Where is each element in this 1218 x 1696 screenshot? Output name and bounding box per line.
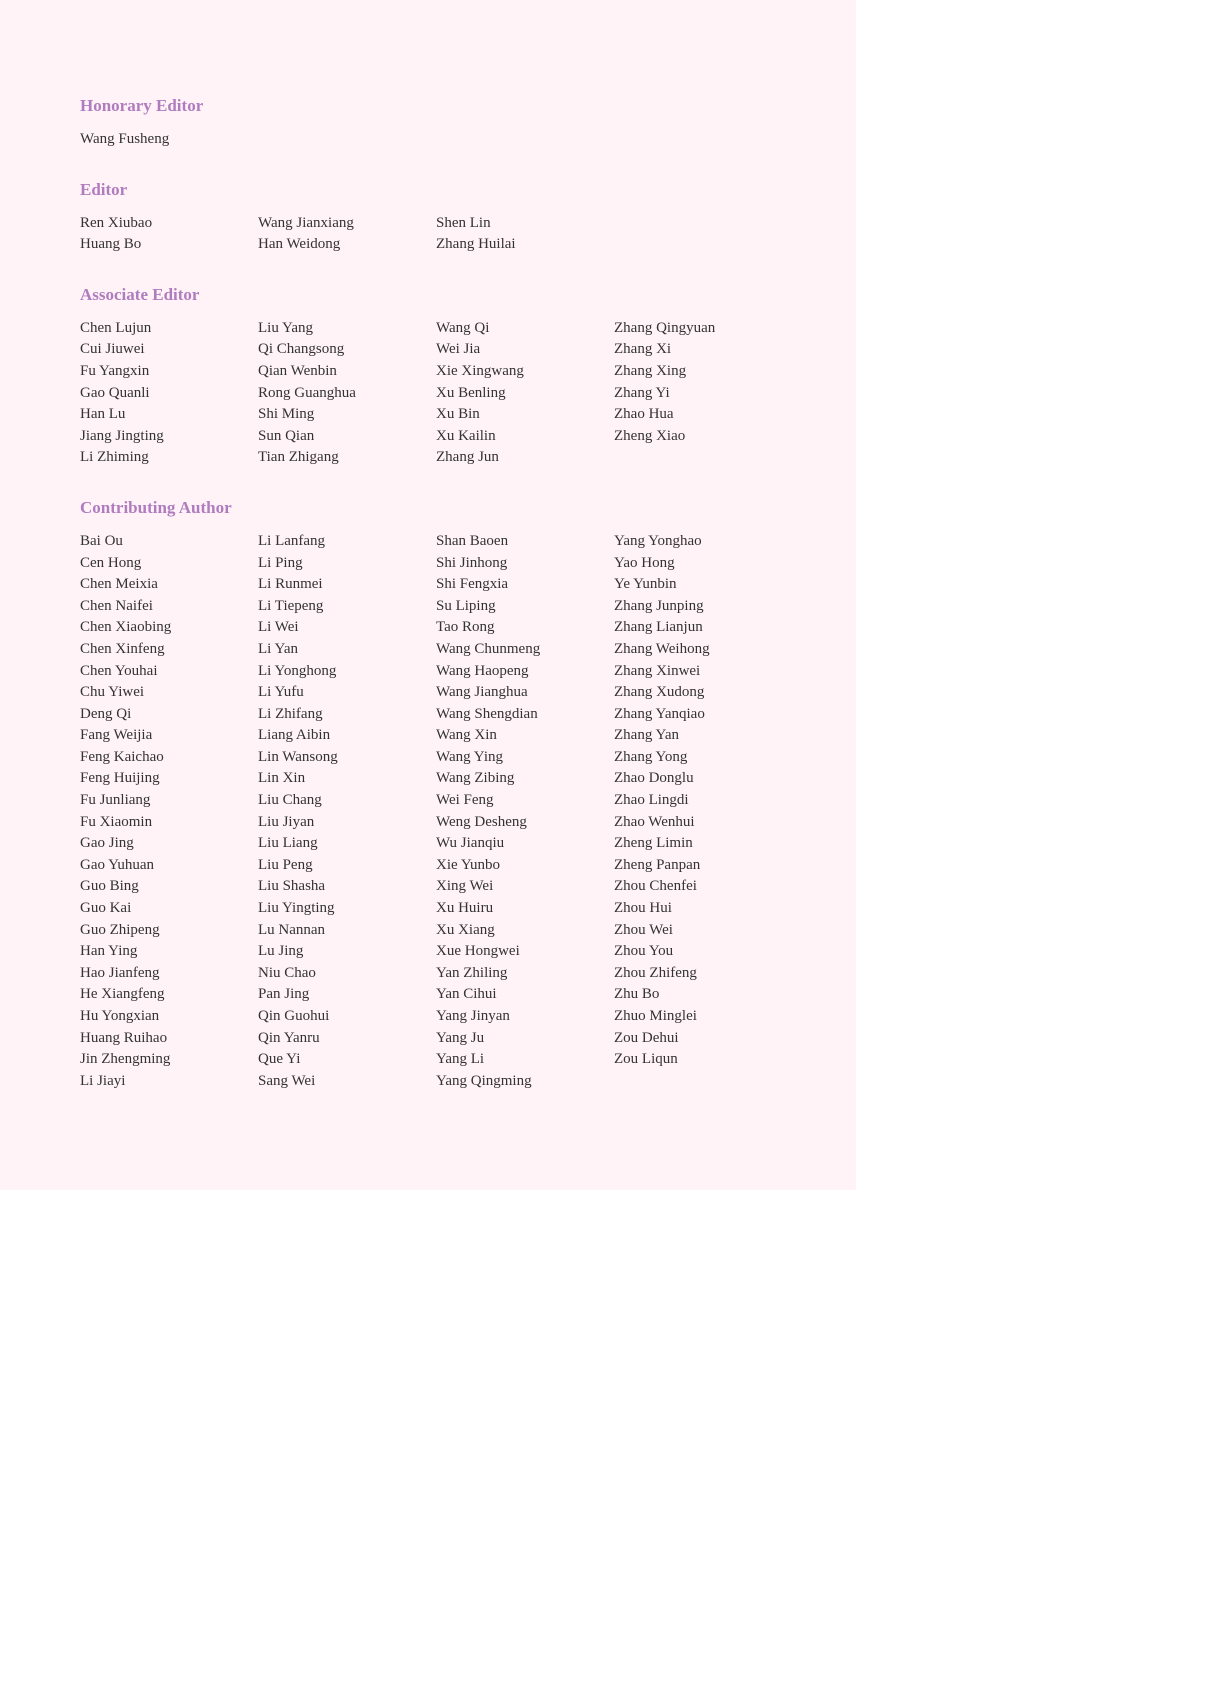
person-name: Zhuo Minglei xyxy=(614,1008,697,1024)
person-name: Qi Changsong xyxy=(258,341,345,358)
person-name: Zhou Hui xyxy=(614,900,672,917)
person-name: Wang Chunmeng xyxy=(436,640,541,657)
person-name: Zou Liqun xyxy=(614,1051,678,1068)
person-name: Xu Kailin xyxy=(436,427,496,444)
person-name: Jin Zhengming xyxy=(80,1051,171,1068)
person-name: Liu Chang xyxy=(258,792,322,809)
name-list xyxy=(80,129,780,151)
person-name: Yan Zhiling xyxy=(436,964,508,981)
person-name: Sang Wei xyxy=(258,1072,316,1089)
person-name: Zhang Yong xyxy=(614,748,688,765)
person-name: Zhang Xinwei xyxy=(614,662,701,679)
person-name: Yang Li xyxy=(436,1051,485,1068)
person-name: Ye Yunbin xyxy=(614,576,677,593)
person-name: Zhao Hua xyxy=(614,406,674,423)
person-name: Liu Yingting xyxy=(258,900,335,917)
person-name: Wang Fusheng xyxy=(80,131,170,147)
person-name: Xu Huiru xyxy=(436,900,494,917)
person-name: Xu Bin xyxy=(436,406,480,423)
person-name: Liu Yang xyxy=(258,319,314,336)
person-name: Guo Bing xyxy=(80,878,139,895)
person-name: Qian Wenbin xyxy=(258,362,337,379)
section-associate-editor xyxy=(80,284,780,469)
name-list xyxy=(80,531,780,1092)
person-name: Guo Kai xyxy=(80,900,132,917)
person-name: Shi Ming xyxy=(258,406,315,423)
person-name: Chen Xinfeng xyxy=(80,640,165,657)
person-name: Zhou Chenfei xyxy=(614,878,697,895)
person-name: Feng Huijing xyxy=(80,770,160,787)
person-name: Zhang Yi xyxy=(614,384,670,401)
person-name: Zhang Yan xyxy=(614,727,680,744)
person-name: Zhu Bo xyxy=(614,986,660,1003)
person-name: Weng Desheng xyxy=(436,813,527,830)
person-name: Tian Zhigang xyxy=(258,449,339,466)
person-name: Fu Xiaomin xyxy=(80,813,153,830)
person-name: Shi Jinhong xyxy=(436,554,508,571)
person-name: Zhou You xyxy=(614,943,674,960)
person-name: Li Jiayi xyxy=(80,1072,126,1089)
person-name: Li Ping xyxy=(258,554,303,571)
person-name: Zhang Lianjun xyxy=(614,619,703,636)
person-name: Yang Yonghao xyxy=(614,532,702,549)
person-name: Lu Nannan xyxy=(258,921,326,938)
section-honorary-editor xyxy=(80,95,780,151)
person-name: Liu Peng xyxy=(258,856,313,873)
person-name: Lin Wansong xyxy=(258,748,338,765)
person-name: Fu Yangxin xyxy=(80,362,150,379)
section-contributing-author xyxy=(80,497,780,1092)
person-name: Zhang Junping xyxy=(614,597,704,614)
person-name: Sun Qian xyxy=(258,427,315,444)
person-name: Chen Youhai xyxy=(80,662,158,679)
person-name: Lin Xin xyxy=(258,770,306,787)
person-name: Zhang Weihong xyxy=(614,640,710,657)
person-name: Xu Xiang xyxy=(436,921,495,938)
person-name: Zhang Xudong xyxy=(614,684,705,701)
person-name: Yan Cihui xyxy=(436,986,497,1003)
person-name: Lu Jing xyxy=(258,943,304,960)
person-name: Chu Yiwei xyxy=(80,684,145,701)
person-name: Li Yan xyxy=(258,640,299,657)
person-name: Chen Meixia xyxy=(80,576,158,593)
person-name: Zhao Wenhui xyxy=(614,813,695,830)
person-name: Rong Guanghua xyxy=(258,384,356,401)
person-name: Wang Ying xyxy=(436,748,503,765)
person-name: Liu Shasha xyxy=(258,878,326,895)
person-name: Zheng Xiao xyxy=(614,427,686,444)
person-name: Wu Jianqiu xyxy=(436,835,505,852)
person-name: Liu Liang xyxy=(258,835,318,852)
person-name: Xing Wei xyxy=(436,878,494,895)
person-name: Zhao Lingdi xyxy=(614,792,689,809)
person-name: Zhang Xi xyxy=(614,341,672,358)
person-name: Feng Kaichao xyxy=(80,748,164,765)
person-name: Liang Aibin xyxy=(258,727,331,744)
person-name: Que Yi xyxy=(258,1051,301,1068)
person-name: Wang Jianghua xyxy=(436,684,528,701)
name-list xyxy=(80,213,780,256)
person-name: Li Lanfang xyxy=(258,532,326,549)
person-name: Zhou Zhifeng xyxy=(614,964,697,981)
section-heading: Associate Editor xyxy=(80,284,200,304)
section-heading: Contributing Author xyxy=(80,497,232,517)
person-name: Fu Junliang xyxy=(80,792,151,809)
person-name: Huang Ruihao xyxy=(80,1029,168,1046)
contributors-list xyxy=(80,95,780,1120)
person-name: Han Lu xyxy=(80,406,126,423)
person-name: Huang Bo xyxy=(80,236,142,253)
person-name: Zheng Limin xyxy=(614,835,693,852)
person-name: Liu Jiyan xyxy=(258,813,315,830)
person-name: Li Zhiming xyxy=(80,449,149,466)
person-name: Shen Lin xyxy=(436,214,491,231)
person-name: Zheng Panpan xyxy=(614,856,701,873)
person-name: Xie Xingwang xyxy=(436,362,524,379)
person-name: Guo Zhipeng xyxy=(80,921,160,938)
person-name: Zhang Jun xyxy=(436,449,499,466)
person-name: Wang Haopeng xyxy=(436,662,529,679)
person-name: Cui Jiuwei xyxy=(80,341,145,358)
person-name: Gao Yuhuan xyxy=(80,856,155,873)
person-name: Yao Hong xyxy=(614,554,675,571)
person-name: Qin Yanru xyxy=(258,1029,320,1046)
person-name: Chen Lujun xyxy=(80,319,152,336)
person-name: Jiang Jingting xyxy=(80,427,164,444)
section-heading: Honorary Editor xyxy=(80,96,204,115)
person-name: He Xiangfeng xyxy=(80,986,165,1003)
person-name: Yang Qingming xyxy=(436,1072,532,1089)
person-name: Wang Zibing xyxy=(436,770,515,787)
person-name: Yang Jinyan xyxy=(436,1008,510,1024)
person-name: Ren Xiubao xyxy=(80,214,153,231)
person-name: Su Liping xyxy=(436,597,496,614)
person-name: Wang Xin xyxy=(436,727,497,744)
person-name: Zou Dehui xyxy=(614,1029,679,1046)
person-name: Hao Jianfeng xyxy=(80,964,160,981)
person-name: Han Ying xyxy=(80,943,138,960)
person-name: Xie Yunbo xyxy=(436,856,501,873)
person-name: Qin Guohui xyxy=(258,1008,330,1024)
document-page xyxy=(0,0,856,1190)
person-name: Yang Ju xyxy=(436,1029,485,1046)
person-name: Li Wei xyxy=(258,619,299,636)
person-name: Wang Shengdian xyxy=(436,705,538,722)
person-name: Li Runmei xyxy=(258,576,323,593)
person-name: Zhang Qingyuan xyxy=(614,319,716,336)
person-name: Hu Yongxian xyxy=(80,1008,160,1024)
person-name: Li Tiepeng xyxy=(258,597,324,614)
person-name: Li Yufu xyxy=(258,684,304,701)
person-name: Shan Baoen xyxy=(436,532,509,549)
person-name: Li Zhifang xyxy=(258,705,323,722)
person-name: Xue Hongwei xyxy=(436,943,520,960)
person-name: Deng Qi xyxy=(80,705,132,722)
person-name: Zhang Xing xyxy=(614,362,687,379)
section-editor xyxy=(80,179,780,256)
person-name: Niu Chao xyxy=(258,964,316,981)
person-name: Chen Xiaobing xyxy=(80,619,172,636)
person-name: Zhang Yanqiao xyxy=(614,705,705,722)
person-name: Gao Quanli xyxy=(80,384,150,401)
person-name: Bai Ou xyxy=(80,532,123,549)
person-name: Wang Jianxiang xyxy=(258,214,354,231)
person-name: Li Yonghong xyxy=(258,662,337,679)
person-name: Zhao Donglu xyxy=(614,770,694,787)
person-name: Fang Weijia xyxy=(80,727,153,744)
person-name: Pan Jing xyxy=(258,986,310,1003)
person-name: Zhou Wei xyxy=(614,921,673,938)
person-name: Wang Qi xyxy=(436,319,490,336)
person-name: Gao Jing xyxy=(80,835,134,852)
person-name: Shi Fengxia xyxy=(436,576,509,593)
name-list xyxy=(80,318,780,469)
person-name: Cen Hong xyxy=(80,554,142,571)
person-name: Zhang Huilai xyxy=(436,236,516,253)
person-name: Tao Rong xyxy=(436,619,495,636)
person-name: Wei Feng xyxy=(436,792,494,809)
person-name: Wei Jia xyxy=(436,341,481,358)
person-name: Chen Naifei xyxy=(80,597,153,614)
person-name: Xu Benling xyxy=(436,384,506,401)
person-name: Han Weidong xyxy=(258,236,341,253)
section-heading: Editor xyxy=(80,179,128,199)
